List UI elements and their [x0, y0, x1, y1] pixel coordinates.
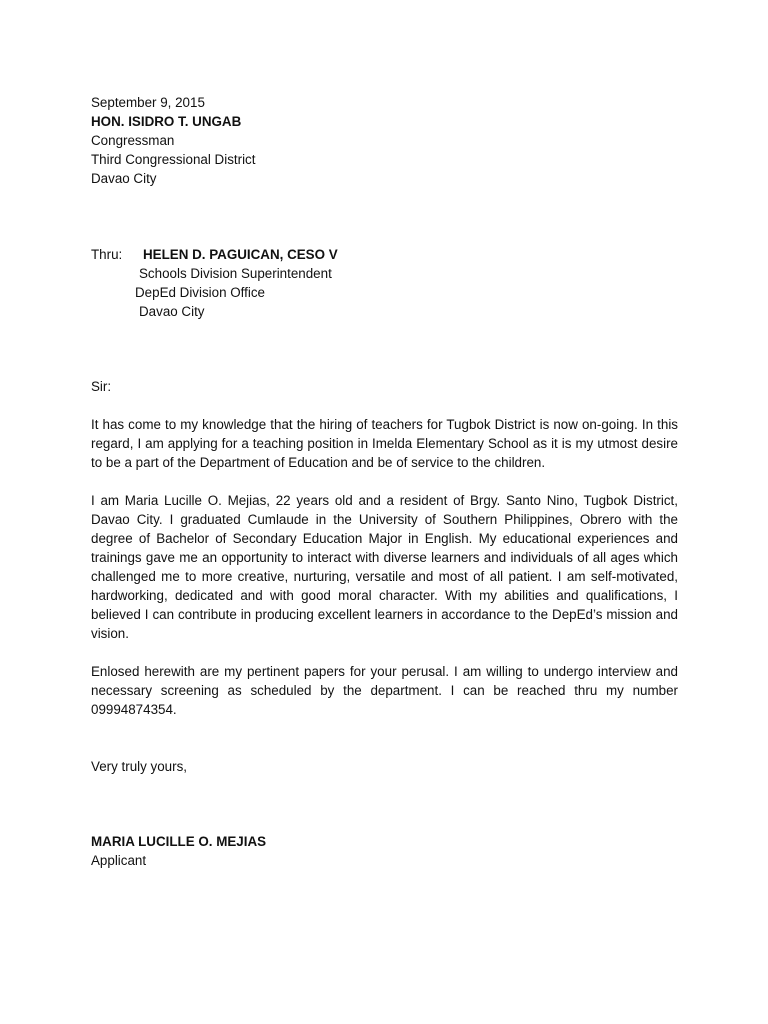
letter-date: September 9, 2015: [91, 95, 205, 110]
signatory-role: Applicant: [91, 853, 147, 868]
body-paragraph-2: I am Maria Lucille O. Mejias, 22 years old and a resident of Brgy. Santo Nino, Tugbok District, Davao City. I graduated Cumlaude in the University of Southern Philippines, Obrero with the degree of Bachelor of Secondary Education Major in English. My educational experiences and trainings gave me an opportunity to interact with diverse learners and individuals of all ages which challenged me to more creative, nurturing, versatile and most of all patient. I am self-motivated, hardworking, dedicated and with good moral character. With my abilities and qualifications, I believed I can contribute in producing excellent learners in accordance to the DepEd’s mission and vision.: [91, 493, 678, 641]
recipient-title: Congressman: [91, 133, 175, 148]
thru-office: DepEd Division Office: [135, 285, 265, 300]
salutation: Sir:: [91, 379, 112, 394]
closing: Very truly yours,: [91, 759, 187, 774]
thru-city: Davao City: [139, 304, 205, 319]
body-paragraph-1: It has come to my knowledge that the hiring of teachers for Tugbok District is now on-going. In this regard, I am applying for a teaching position in Imelda Elementary School as it is my utmost desire to be a part of the Department of Education and be of service to the children.: [91, 417, 678, 470]
thru-title: Schools Division Superintendent: [139, 266, 332, 281]
thru-name: HELEN D. PAGUICAN, CESO V: [143, 247, 338, 262]
recipient-name: HON. ISIDRO T. UNGAB: [91, 114, 242, 129]
thru-label: Thru:: [91, 247, 123, 262]
body-paragraph-3: Enlosed herewith are my pertinent papers for your perusal. I am willing to undergo interview and necessary screening as scheduled by the department. I can be reached thru my number 09994874354.: [91, 664, 678, 717]
recipient-city: Davao City: [91, 171, 157, 186]
signatory-name: MARIA LUCILLE O. MEJIAS: [91, 834, 267, 849]
recipient-district: Third Congressional District: [91, 152, 256, 167]
